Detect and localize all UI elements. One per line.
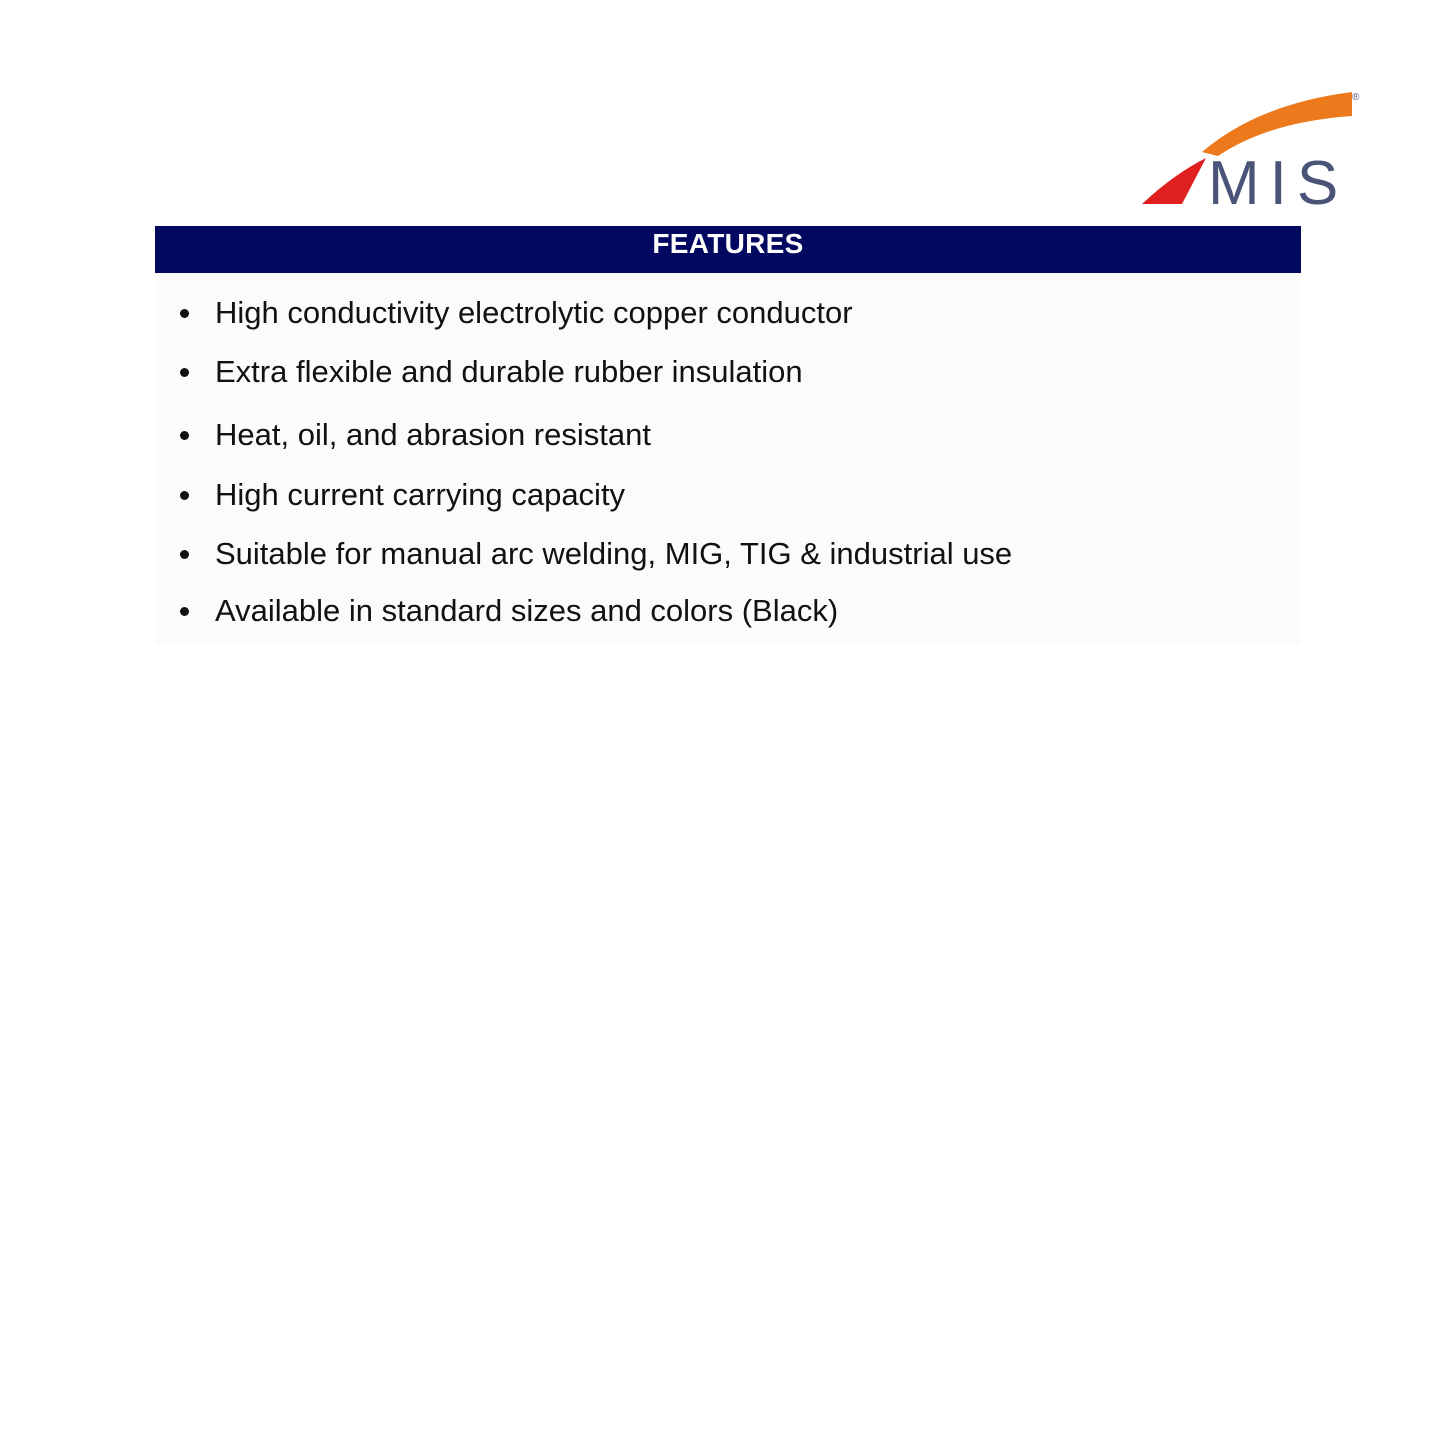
bullet-icon — [180, 550, 189, 559]
bullet-icon — [180, 431, 189, 440]
bullet-icon — [180, 309, 189, 318]
list-item — [177, 293, 853, 333]
logo-text: MIS — [1208, 149, 1349, 214]
features-header: FEATURES — [155, 226, 1301, 273]
bullet-icon — [180, 607, 189, 616]
brand-logo — [1138, 86, 1368, 214]
feature-text: Extra flexible and durable rubber insulation — [215, 354, 803, 389]
feature-text: Suitable for manual arc welding, MIG, TIG & industrial use — [215, 536, 1013, 571]
feature-text: High conductivity electrolytic copper conductor — [215, 295, 853, 330]
features-section — [155, 226, 1301, 644]
list-item — [177, 591, 838, 631]
list-item — [177, 415, 651, 455]
bullet-icon — [180, 368, 189, 377]
registered-mark: ® — [1352, 92, 1360, 103]
list-item — [177, 475, 625, 515]
feature-text: Heat, oil, and abrasion resistant — [215, 417, 651, 452]
feature-text: Available in standard sizes and colors (Black) — [215, 593, 839, 628]
logo-swoosh-orange — [1202, 92, 1352, 156]
feature-text: High current carrying capacity — [215, 477, 626, 512]
list-item — [177, 534, 1012, 574]
list-item — [177, 352, 803, 392]
bullet-icon — [180, 491, 189, 500]
logo-swoosh-red — [1142, 158, 1206, 204]
